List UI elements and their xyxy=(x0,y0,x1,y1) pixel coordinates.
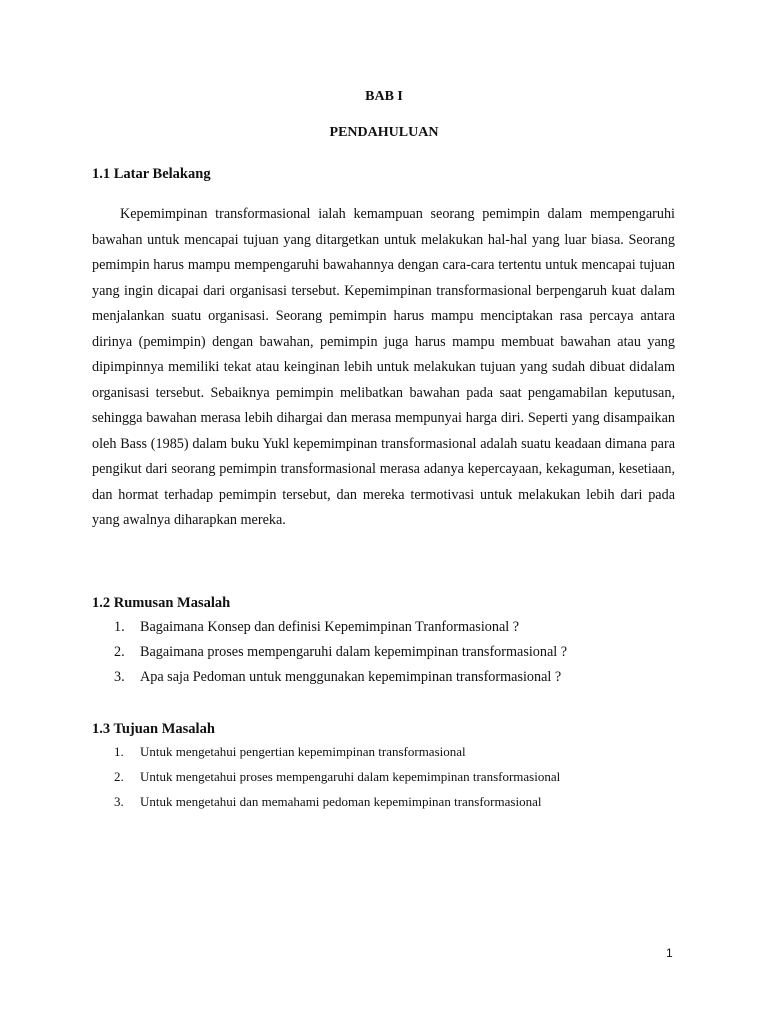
section-heading-rumusan-masalah: 1.2 Rumusan Masalah xyxy=(92,595,231,611)
list-item-number: 2. xyxy=(114,644,125,660)
chapter-title: PENDAHULUAN xyxy=(329,125,439,140)
list-item-text: Bagaimana proses mempengaruhi dalam kepemimpinan transformasional ? xyxy=(140,644,568,660)
problem-list xyxy=(114,618,567,693)
background-paragraph: Kepemimpinan transformasional ialah kemampuan seorang pemimpin dalam mempengaruhi bawahan untuk mencapai tujuan yang ditargetkan untuk melakukan hal-hal yang luar biasa. Seorang pemimpin harus mampu mempengaruhi bawahannya dengan cara-cara tertentu untuk mencapai tujuan yang ingin dicapai dari organisasi tersebut. Kepemimpinan transformasional berpengaruh kuat dalam menjalankan suatu organisasi. Seorang pemimpin harus mampu menciptakan rasa percaya antara dirinya (pemimpin) dengan bawahan, pemimpin juga harus mampu membuat bawahan atau yang dipimpinnya memiliki tekat atau keinginan lebih untuk melakukan tujuan yang sudah dibuat didalam organisasi tersebut. Sebaiknya pemimpin melibatkan bawahan pada saat pengamabilan keputusan, sehingga bawahan merasa lebih dihargai dan merasa mempunyai harga diri. Seperti yang disampaikan oleh Bass (1985) dalam buku Yukl kepemimpinan transformasional adalah suatu keadaan dimana para pengikut dari seorang pemimpin transformasional merasa adanya kepercayaan, kekaguman, kesetiaan, dan hormat terhadap pemimpin tersebut, dan mereka termotivasi untuk melakukan lebih dari pada yang awalnya diharapkan mereka. xyxy=(92,206,675,528)
list-item xyxy=(114,768,560,793)
list-item-number: 1. xyxy=(114,619,125,635)
section-heading-tujuan-masalah: 1.3 Tujuan Masalah xyxy=(92,721,215,737)
list-item-text: Untuk mengetahui pengertian kepemimpinan transformasional xyxy=(140,744,466,759)
list-item xyxy=(114,793,560,818)
list-item-text: Bagaimana Konsep dan definisi Kepemimpinan Tranformasional ? xyxy=(140,619,520,635)
list-item xyxy=(114,743,560,768)
list-item-number: 2. xyxy=(114,769,124,784)
list-item xyxy=(114,618,567,643)
section-heading-latar-belakang: 1.1 Latar Belakang xyxy=(92,166,211,182)
list-item-number: 3. xyxy=(114,794,124,809)
list-item-number: 3. xyxy=(114,669,125,685)
list-item-text: Untuk mengetahui dan memahami pedoman kepemimpinan transformasional xyxy=(140,794,542,809)
list-item-text: Untuk mengetahui proses mempengaruhi dalam kepemimpinan transformasional xyxy=(140,769,561,784)
list-item-text: Apa saja Pedoman untuk menggunakan kepemimpinan transformasional ? xyxy=(140,669,562,685)
page-number: 1 xyxy=(666,946,673,960)
objective-list xyxy=(114,743,560,818)
chapter-number: BAB I xyxy=(365,89,403,104)
list-item xyxy=(114,643,567,668)
list-item-number: 1. xyxy=(114,744,124,759)
list-item xyxy=(114,668,567,693)
